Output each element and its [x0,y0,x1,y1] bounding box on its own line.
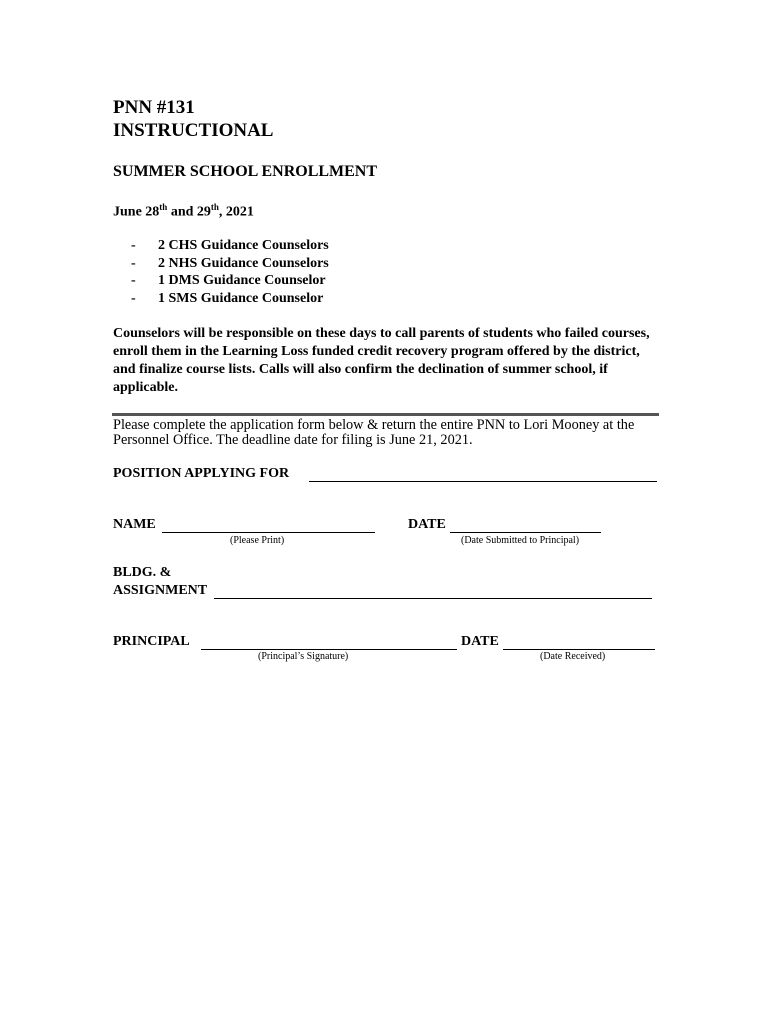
date-hint: (Date Submitted to Principal) [461,535,580,546]
list-item-text: 2 NHS Guidance Counselors [158,255,329,271]
description-paragraph: Counselors will be responsible on these days to call parents of students who failed courses, enroll them in the Learning Loss funded credit recovery program offered by the district, and finalize course lists. Calls will also confirm the declination of summer school, if applicable. [113,326,650,395]
name-field[interactable] [162,517,375,533]
date-middle: and 29 [167,204,211,220]
date-submitted-field[interactable] [450,517,601,533]
assignment-label: ASSIGNMENT [113,583,208,598]
position-field[interactable] [309,466,657,482]
list-dash: - [131,255,136,271]
bldg-label: BLDG. & [113,565,172,580]
date-sup-1: th [159,202,168,212]
date-sup-2: th [210,202,219,212]
assignment-field[interactable] [214,583,652,599]
date-suffix: , 2021 [218,204,254,220]
pnn-number: PNN #131 [113,97,195,118]
date-label: DATE [408,517,446,532]
list-item-text: 1 SMS Guidance Counselor [158,290,324,306]
date-prefix: June 28 [113,204,160,220]
instructions-paragraph: Please complete the application form below & return the entire PNN to Lori Mooney at the Personnel Office. The deadline date for filing is June 21, 2021. [113,417,635,448]
principal-label: PRINCIPAL [113,634,190,649]
list-dash: - [131,238,136,253]
date-received-hint: (Date Received) [540,651,606,662]
event-dates [113,202,254,221]
position-label: POSITION APPLYING FOR [113,466,290,481]
name-hint: (Please Print) [230,535,285,546]
section-divider [112,413,659,416]
principal-signature-field[interactable] [201,634,457,650]
pnn-category: INSTRUCTIONAL [113,120,274,141]
date-received-field[interactable] [503,634,655,650]
list-item-text: 1 DMS Guidance Counselor [158,273,326,288]
principal-hint: (Principal’s Signature) [258,651,349,662]
list-dash: - [131,273,136,288]
name-label: NAME [113,517,156,532]
document-title: SUMMER SCHOOL ENROLLMENT [113,163,378,180]
date-received-label: DATE [461,634,499,649]
list-dash: - [131,290,136,306]
list-item-text: 2 CHS Guidance Counselors [158,238,329,253]
